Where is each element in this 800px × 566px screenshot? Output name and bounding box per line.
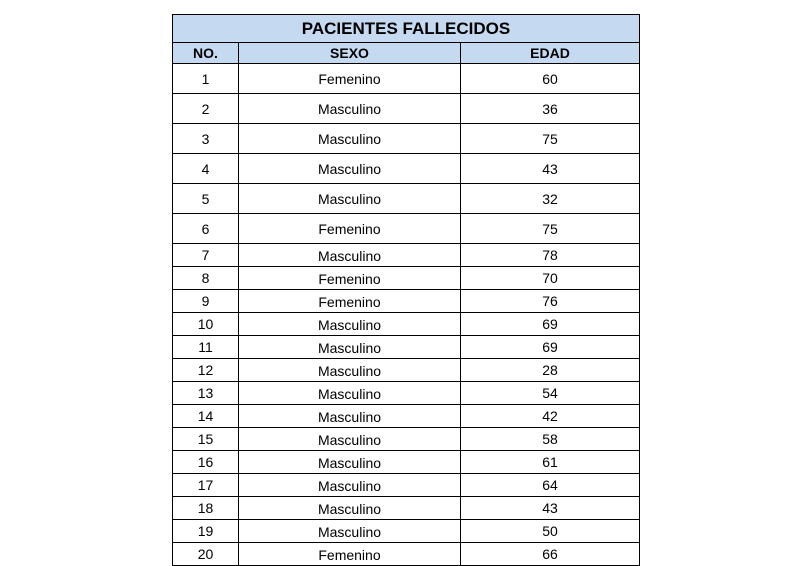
table-row xyxy=(173,474,640,497)
cell-sexo: Femenino xyxy=(239,214,461,244)
cell-edad: 75 xyxy=(461,124,640,154)
cell-no: 5 xyxy=(173,184,239,214)
table-row xyxy=(173,382,640,405)
cell-no: 10 xyxy=(173,313,239,336)
cell-no: 11 xyxy=(173,336,239,359)
cell-edad: 43 xyxy=(461,497,640,520)
cell-no: 7 xyxy=(173,244,239,267)
cell-no: 1 xyxy=(173,64,239,94)
cell-sexo: Masculino xyxy=(239,244,461,267)
cell-sexo: Masculino xyxy=(239,474,461,497)
cell-sexo: Masculino xyxy=(239,520,461,543)
cell-sexo: Masculino xyxy=(239,94,461,124)
cell-sexo: Femenino xyxy=(239,267,461,290)
cell-sexo: Masculino xyxy=(239,405,461,428)
cell-no: 18 xyxy=(173,497,239,520)
cell-sexo: Masculino xyxy=(239,497,461,520)
cell-edad: 43 xyxy=(461,154,640,184)
table-row xyxy=(173,184,640,214)
cell-no: 4 xyxy=(173,154,239,184)
cell-sexo: Masculino xyxy=(239,336,461,359)
table-row xyxy=(173,124,640,154)
cell-sexo: Femenino xyxy=(239,543,461,566)
table-row xyxy=(173,520,640,543)
column-header-sexo: SEXO xyxy=(239,43,461,64)
cell-no: 14 xyxy=(173,405,239,428)
cell-edad: 70 xyxy=(461,267,640,290)
cell-sexo: Masculino xyxy=(239,154,461,184)
table-row xyxy=(173,64,640,94)
cell-edad: 36 xyxy=(461,94,640,124)
cell-edad: 60 xyxy=(461,64,640,94)
cell-no: 12 xyxy=(173,359,239,382)
deceased-patients-table xyxy=(172,14,640,566)
cell-edad: 66 xyxy=(461,543,640,566)
cell-sexo: Masculino xyxy=(239,124,461,154)
cell-no: 13 xyxy=(173,382,239,405)
table-row xyxy=(173,359,640,382)
cell-edad: 76 xyxy=(461,290,640,313)
table-row xyxy=(173,290,640,313)
cell-edad: 61 xyxy=(461,451,640,474)
cell-edad: 54 xyxy=(461,382,640,405)
cell-no: 9 xyxy=(173,290,239,313)
cell-edad: 28 xyxy=(461,359,640,382)
cell-sexo: Masculino xyxy=(239,359,461,382)
cell-no: 16 xyxy=(173,451,239,474)
cell-no: 8 xyxy=(173,267,239,290)
cell-no: 3 xyxy=(173,124,239,154)
table-row xyxy=(173,94,640,124)
table-row xyxy=(173,428,640,451)
cell-edad: 58 xyxy=(461,428,640,451)
cell-sexo: Masculino xyxy=(239,313,461,336)
cell-sexo: Masculino xyxy=(239,184,461,214)
column-header-edad: EDAD xyxy=(461,43,640,64)
table-row xyxy=(173,244,640,267)
cell-no: 20 xyxy=(173,543,239,566)
cell-edad: 75 xyxy=(461,214,640,244)
column-header-no: NO. xyxy=(173,43,239,64)
cell-sexo: Masculino xyxy=(239,382,461,405)
table-row xyxy=(173,154,640,184)
table-row xyxy=(173,405,640,428)
table-row xyxy=(173,497,640,520)
cell-edad: 64 xyxy=(461,474,640,497)
cell-sexo: Femenino xyxy=(239,64,461,94)
cell-edad: 69 xyxy=(461,313,640,336)
cell-edad: 50 xyxy=(461,520,640,543)
cell-no: 15 xyxy=(173,428,239,451)
table-row xyxy=(173,451,640,474)
table-row xyxy=(173,313,640,336)
cell-no: 17 xyxy=(173,474,239,497)
table-title: PACIENTES FALLECIDOS xyxy=(173,15,640,43)
cell-sexo: Femenino xyxy=(239,290,461,313)
cell-edad: 78 xyxy=(461,244,640,267)
table-row xyxy=(173,267,640,290)
cell-no: 2 xyxy=(173,94,239,124)
table-row xyxy=(173,543,640,566)
table-row xyxy=(173,214,640,244)
cell-edad: 32 xyxy=(461,184,640,214)
cell-no: 6 xyxy=(173,214,239,244)
table-body xyxy=(173,64,640,566)
cell-sexo: Masculino xyxy=(239,428,461,451)
cell-edad: 69 xyxy=(461,336,640,359)
cell-edad: 42 xyxy=(461,405,640,428)
cell-no: 19 xyxy=(173,520,239,543)
table-row xyxy=(173,336,640,359)
cell-sexo: Masculino xyxy=(239,451,461,474)
